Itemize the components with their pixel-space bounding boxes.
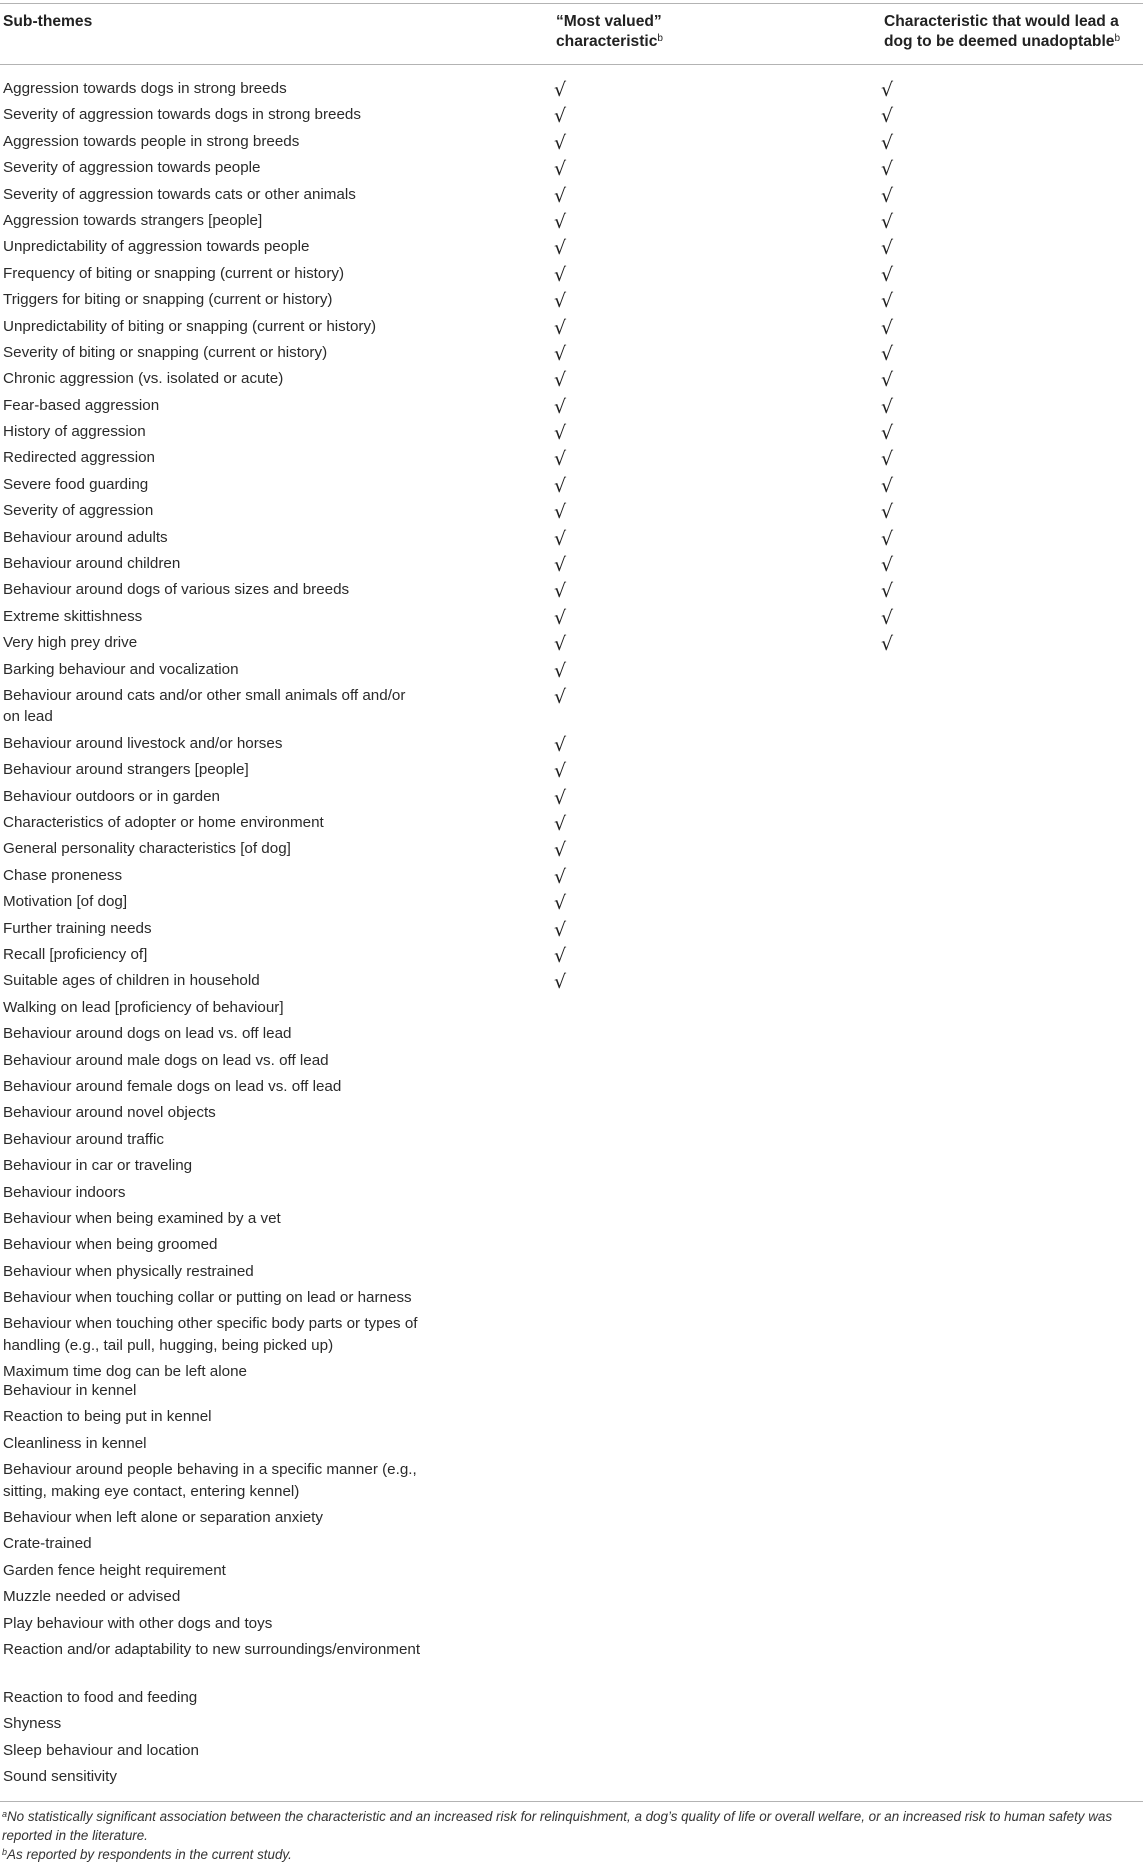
- check-icon: √: [554, 422, 567, 445]
- check-icon: √: [554, 290, 567, 313]
- check-icon: √: [554, 580, 567, 603]
- table-row: [0, 891, 1143, 917]
- table-row: [0, 263, 1143, 289]
- check-icon: √: [554, 158, 567, 181]
- table-row: [0, 421, 1143, 447]
- table-row: [0, 632, 1143, 658]
- sub-theme-label: Redirected aggression: [3, 449, 155, 467]
- check-icon: √: [881, 474, 894, 497]
- table-row: [0, 1507, 1143, 1533]
- check-icon: √: [881, 290, 894, 313]
- sub-theme-label: Severe food guarding: [3, 475, 149, 493]
- sub-theme-label: Behaviour when physically restrained: [3, 1262, 254, 1280]
- table-body: [0, 78, 1143, 1792]
- check-icon: √: [881, 422, 894, 445]
- table-row: [0, 838, 1143, 864]
- sub-theme-label: Behaviour outdoors or in garden: [3, 787, 220, 805]
- column-header-sub-themes: [3, 12, 92, 32]
- check-icon: √: [554, 813, 567, 836]
- sub-theme-label: Unpredictability of aggression towards people: [3, 238, 310, 256]
- sub-theme-label: Shyness: [3, 1715, 62, 1733]
- check-icon: √: [554, 237, 567, 260]
- footnote-marker-b: b: [657, 33, 663, 44]
- sub-theme-label: Further training needs: [3, 919, 152, 937]
- table-row: [0, 1740, 1143, 1766]
- sub-theme-label: Aggression towards people in strong breeds: [3, 132, 300, 150]
- sub-theme-label: Unpredictability of biting or snapping (current or history): [3, 317, 377, 335]
- check-icon: √: [881, 580, 894, 603]
- check-icon: √: [554, 527, 567, 550]
- check-icon: √: [881, 448, 894, 471]
- footnote-a-text: No statistically significant association between the characteristic and an increased risk for relinquishment, a dog’s quality of life or overall welfare, or an increased risk to human safety was reported in the literature.: [2, 1809, 1113, 1843]
- check-icon: √: [554, 918, 567, 941]
- table-row: [0, 1766, 1143, 1792]
- table-row: [0, 104, 1143, 130]
- table-row: [0, 944, 1143, 970]
- check-icon: √: [881, 554, 894, 577]
- sub-theme-label: Behaviour around female dogs on lead vs. off lead: [3, 1077, 342, 1095]
- check-icon: √: [554, 369, 567, 392]
- sub-theme-label: Behaviour when left alone or separation anxiety: [3, 1509, 323, 1527]
- sub-theme-label: Fear-based aggression: [3, 396, 160, 414]
- table-row: [0, 1406, 1143, 1432]
- check-icon: √: [881, 210, 894, 233]
- sub-theme-label: Sound sensitivity: [3, 1768, 117, 1786]
- sub-theme-label: Behaviour in kennel: [3, 1381, 137, 1399]
- check-icon: √: [881, 79, 894, 101]
- check-icon: √: [554, 865, 567, 888]
- sub-theme-label: Suitable ages of children in household: [3, 972, 260, 990]
- sub-theme-label: Behaviour when being examined by a vet: [3, 1209, 281, 1227]
- table-row: [0, 1560, 1143, 1586]
- table-row: [0, 368, 1143, 394]
- sub-theme-label: Behaviour around dogs on lead vs. off lead: [3, 1025, 292, 1043]
- check-icon: √: [554, 945, 567, 967]
- check-icon: √: [554, 263, 567, 286]
- check-icon: √: [881, 342, 894, 365]
- table-row: [0, 786, 1143, 812]
- sub-theme-label: Severity of aggression towards people: [3, 159, 261, 177]
- table-row: [0, 447, 1143, 473]
- table-row: [0, 474, 1143, 500]
- sub-theme-label: Crate-trained: [3, 1535, 92, 1553]
- check-icon: √: [554, 342, 567, 365]
- check-icon: √: [554, 733, 567, 756]
- footnote-b-marker: b: [2, 1847, 8, 1857]
- sub-theme-label: Maximum time dog can be left alone: [3, 1363, 247, 1381]
- check-icon: √: [554, 316, 567, 339]
- table-row: [0, 527, 1143, 553]
- table-row: [0, 1261, 1143, 1287]
- table-row: [0, 395, 1143, 421]
- column-header-unadoptable-line1: Characteristic that would lead a: [884, 13, 1119, 30]
- check-icon: √: [554, 79, 567, 101]
- sub-theme-label: Characteristics of adopter or home environment: [3, 814, 324, 832]
- check-icon: √: [554, 184, 567, 207]
- check-icon: √: [881, 395, 894, 418]
- sub-theme-label: Behaviour around strangers [people]: [3, 761, 249, 779]
- sub-theme-label: Chase proneness: [3, 866, 123, 884]
- check-icon: √: [554, 760, 567, 783]
- sub-theme-label: Behaviour around dogs of various sizes and breeds: [3, 581, 350, 599]
- column-header-unadoptable-line2: dog to be deemed unadoptable: [884, 33, 1115, 50]
- sub-theme-label: Recall [proficiency of]: [3, 946, 148, 963]
- table-row: [0, 759, 1143, 785]
- table-row: [0, 1433, 1143, 1459]
- table-row: [0, 1313, 1143, 1361]
- table-row: [0, 685, 1143, 733]
- check-icon: √: [554, 448, 567, 471]
- table-row: [0, 970, 1143, 996]
- table-row: [0, 812, 1143, 838]
- table-row: [0, 1050, 1143, 1076]
- check-icon: √: [554, 606, 567, 629]
- table-row: [0, 1361, 1143, 1380]
- sub-theme-label: Barking behaviour and vocalization: [3, 660, 239, 678]
- check-icon: √: [554, 474, 567, 497]
- table-row: [0, 1102, 1143, 1128]
- table-row: [0, 1533, 1143, 1559]
- sub-theme-label: Reaction and/or adaptability to new surroundings/environment: [3, 1640, 421, 1658]
- sub-theme-label: Behaviour around novel objects: [3, 1104, 216, 1122]
- sub-theme-label: Frequency of biting or snapping (current or history): [3, 264, 345, 282]
- table-row: [0, 659, 1143, 685]
- sub-theme-label: Triggers for biting or snapping (current or history): [3, 291, 333, 309]
- sub-theme-label: Play behaviour with other dogs and toys: [3, 1614, 273, 1632]
- table-footer-rule: [0, 1801, 1143, 1802]
- column-header-sub-themes-text: Sub-themes: [3, 13, 93, 30]
- check-icon: √: [554, 501, 567, 524]
- check-icon: √: [554, 839, 567, 862]
- check-icon: √: [554, 659, 567, 682]
- sub-theme-label: Chronic aggression (vs. isolated or acute): [3, 370, 284, 388]
- sub-theme-label: Severity of aggression: [3, 502, 154, 520]
- table-row: [0, 1129, 1143, 1155]
- check-icon: √: [554, 892, 567, 915]
- sub-theme-label: Behaviour around children: [3, 555, 181, 573]
- sub-theme-label: Severity of biting or snapping (current or history): [3, 343, 328, 361]
- sub-theme-label: Behaviour when touching other specific body parts or types of handling (e.g., tail pull, hugging, being picked up): [3, 1315, 418, 1354]
- table-row: [0, 131, 1143, 157]
- sub-theme-label: Garden fence height requirement: [3, 1561, 226, 1579]
- sub-theme-label: Sleep behaviour and location: [3, 1741, 199, 1759]
- table-row: [0, 1639, 1143, 1687]
- sub-theme-label: Cleanliness in kennel: [3, 1434, 147, 1452]
- sub-theme-label: Behaviour indoors: [3, 1183, 126, 1201]
- footnote-a-marker: a: [2, 1809, 8, 1819]
- table-row: [0, 157, 1143, 183]
- check-icon: √: [881, 633, 894, 656]
- table-row: [0, 606, 1143, 632]
- table-row: [0, 918, 1143, 944]
- column-header-most-valued-line2: characteristic: [556, 33, 658, 50]
- sub-theme-label: Behaviour around people behaving in a specific manner (e.g., sitting, making eye contact, entering kennel): [3, 1461, 417, 1500]
- table-row: [0, 579, 1143, 605]
- check-icon: √: [881, 237, 894, 260]
- column-header-unadoptable: [884, 12, 1120, 52]
- sub-theme-label: Behaviour in car or traveling: [3, 1157, 193, 1175]
- check-icon: √: [554, 633, 567, 656]
- table-row: [0, 289, 1143, 315]
- table-header-rule: [0, 64, 1143, 65]
- check-icon: √: [554, 554, 567, 577]
- sub-theme-label: General personality characteristics [of dog]: [3, 840, 291, 858]
- check-icon: √: [554, 971, 567, 994]
- check-icon: √: [554, 395, 567, 418]
- column-header-most-valued: [556, 12, 663, 52]
- footnote-a: [2, 1808, 1140, 1845]
- check-icon: √: [554, 210, 567, 233]
- sub-theme-label: Reaction to food and feeding: [3, 1688, 198, 1706]
- sub-theme-label: Behaviour around traffic: [3, 1130, 164, 1148]
- check-icon: √: [881, 131, 894, 154]
- sub-theme-label: Behaviour when being groomed: [3, 1236, 218, 1254]
- table-row: [0, 1687, 1143, 1713]
- table-row: [0, 1182, 1143, 1208]
- sub-theme-label: Aggression towards strangers [people]: [3, 211, 263, 229]
- footnote-b-text: As reported by respondents in the current study.: [7, 1847, 292, 1862]
- check-icon: √: [554, 786, 567, 809]
- table-row: [0, 210, 1143, 236]
- sub-theme-label: Severity of aggression towards cats or other animals: [3, 185, 356, 203]
- sub-theme-label: Behaviour around male dogs on lead vs. off lead: [3, 1051, 329, 1069]
- sub-theme-label: Severity of aggression towards dogs in strong breeds: [3, 106, 361, 124]
- table-row: [0, 500, 1143, 526]
- table-row: [0, 184, 1143, 210]
- table-row: [0, 1234, 1143, 1260]
- table-row: [0, 78, 1143, 104]
- table-row: [0, 733, 1143, 759]
- table-row: [0, 1287, 1143, 1313]
- table-row: [0, 1155, 1143, 1181]
- column-header-most-valued-line1: “Most valued”: [556, 13, 662, 30]
- check-icon: √: [881, 501, 894, 524]
- sub-theme-label: Reaction to being put in kennel: [3, 1408, 212, 1426]
- check-icon: √: [881, 316, 894, 339]
- check-icon: √: [554, 131, 567, 154]
- table-row: [0, 997, 1143, 1023]
- footnote-b: [2, 1846, 1140, 1865]
- table-row: [0, 553, 1143, 579]
- sub-theme-label: Behaviour when touching collar or putting on lead or harness: [3, 1289, 412, 1307]
- footnote-marker-b: b: [1114, 33, 1121, 44]
- table-row: [0, 1459, 1143, 1507]
- sub-theme-label: Very high prey drive: [3, 634, 138, 652]
- table-row: [0, 865, 1143, 891]
- check-icon: √: [554, 685, 567, 708]
- sub-theme-label: Behaviour around cats and/or other small animals off and/or on lead: [3, 686, 406, 726]
- table-row: [0, 236, 1143, 262]
- check-icon: √: [881, 263, 894, 286]
- check-icon: √: [881, 527, 894, 550]
- check-icon: √: [881, 369, 894, 392]
- sub-theme-label: Walking on lead [proficiency of behaviour]: [3, 998, 284, 1016]
- sub-theme-label: Motivation [of dog]: [3, 893, 128, 911]
- table-row: [0, 1076, 1143, 1102]
- check-icon: √: [881, 158, 894, 181]
- check-icon: √: [881, 184, 894, 207]
- check-icon: √: [881, 105, 894, 128]
- table-row: [0, 342, 1143, 368]
- sub-theme-label: Aggression towards dogs in strong breeds: [3, 80, 287, 97]
- table-row: [0, 1713, 1143, 1739]
- table-row: [0, 316, 1143, 342]
- table-row: [0, 1613, 1143, 1639]
- check-icon: √: [881, 606, 894, 629]
- sub-theme-label: Muzzle needed or advised: [3, 1588, 181, 1606]
- table-row: [0, 1586, 1143, 1612]
- table-row: [0, 1023, 1143, 1049]
- sub-theme-label: History of aggression: [3, 423, 146, 441]
- table-row: [0, 1208, 1143, 1234]
- table-top-rule: [0, 3, 1143, 4]
- sub-theme-label: Behaviour around adults: [3, 528, 168, 546]
- check-icon: √: [554, 105, 567, 128]
- sub-theme-label: Behaviour around livestock and/or horses: [3, 734, 283, 752]
- table-row: [0, 1380, 1143, 1406]
- sub-theme-label: Extreme skittishness: [3, 607, 143, 625]
